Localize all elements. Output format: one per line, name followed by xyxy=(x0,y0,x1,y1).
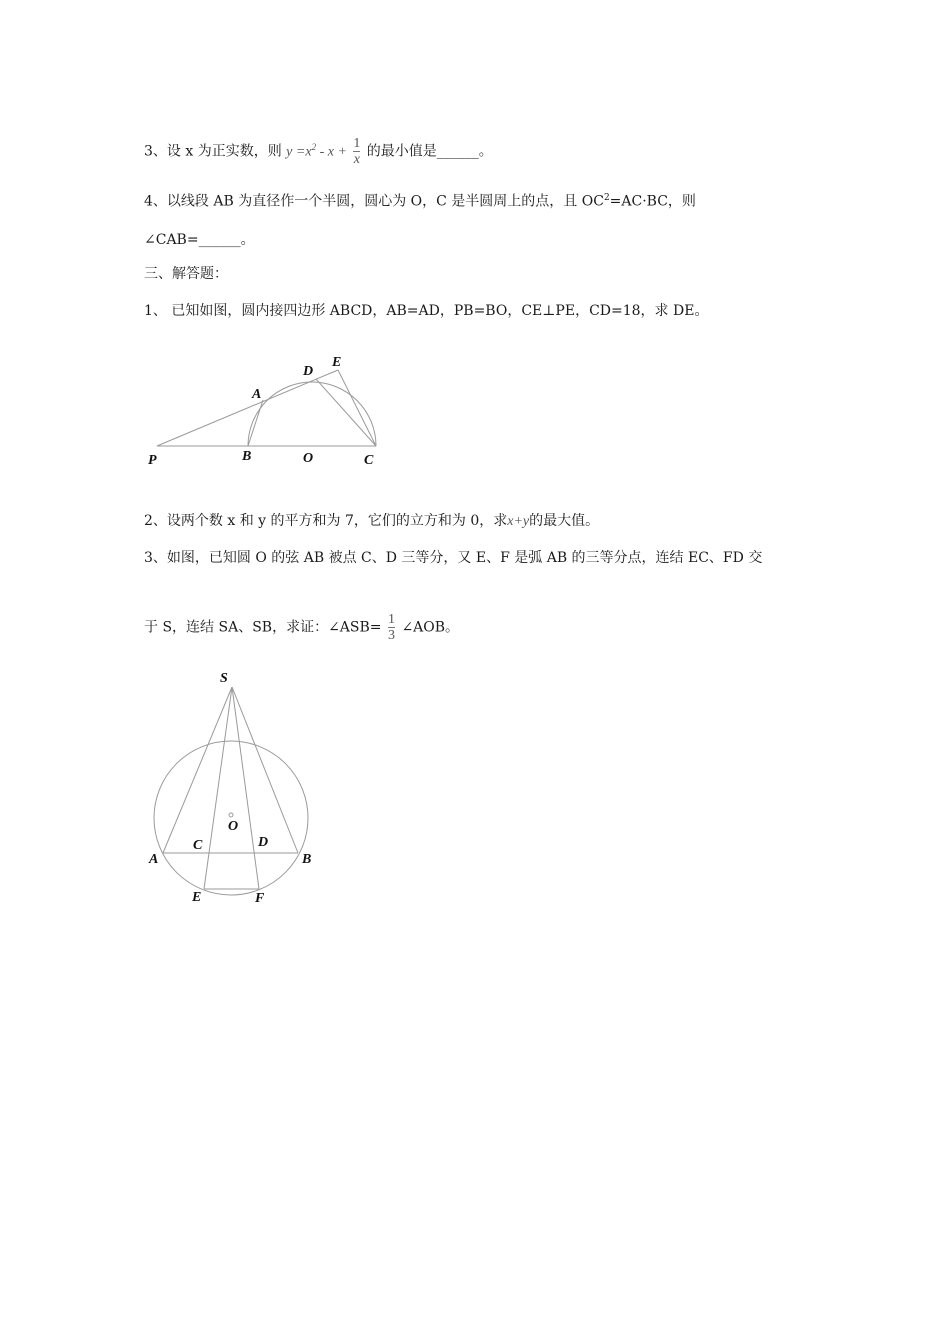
formula-rest: - x + xyxy=(316,144,347,160)
question-text-end: 的最小值是______。 xyxy=(366,143,493,160)
problem-3-line1: 3、如图，已知圆 O 的弦 AB 被点 C、D 三等分，又 E、F 是弧 AB 的三等分点，连结 EC、FD 交 xyxy=(144,550,763,566)
question-3-fill xyxy=(144,136,493,167)
label-D: D xyxy=(303,364,314,379)
label-D: D xyxy=(258,835,269,850)
question-4-fill-line2: ∠CAB=______。 xyxy=(144,232,255,248)
fraction-denominator: x xyxy=(353,152,360,167)
figure-2-diagram xyxy=(0,665,950,915)
line-SA xyxy=(163,687,232,853)
question-number: 3、 xyxy=(144,143,167,160)
center-dot xyxy=(229,813,233,817)
exponent: 2 xyxy=(603,193,610,203)
problem-text-end: ∠AOB。 xyxy=(401,619,460,636)
label-E: E xyxy=(192,890,202,905)
formula-y: y xyxy=(286,144,293,160)
line-EC xyxy=(338,370,376,446)
question-text: 设 x 为正实数，则 xyxy=(166,143,282,160)
question-text-end: =AC·BC，则 xyxy=(609,193,696,210)
line-SF xyxy=(232,687,259,889)
figure-1-diagram xyxy=(0,350,950,470)
label-O: O xyxy=(228,819,239,834)
label-E: E xyxy=(332,355,342,370)
fraction xyxy=(388,612,395,643)
line-SE xyxy=(204,687,232,889)
formula-eq: =x xyxy=(292,144,312,160)
label-B: B xyxy=(242,449,252,464)
expression: x+y xyxy=(507,514,530,529)
formula-exponent: 2 xyxy=(311,141,317,152)
question-text: 4、以线段 AB 为直径作一个半圆，圆心为 O，C 是半圆周上的点，且 OC xyxy=(144,193,604,210)
label-B: B xyxy=(302,852,312,867)
label-P: P xyxy=(148,453,157,468)
semicircle-arc xyxy=(248,382,376,446)
section-title: 三、解答题： xyxy=(144,266,228,282)
label-S: S xyxy=(220,671,228,686)
problem-text: 于 S，连结 SA、SB，求证：∠ASB= xyxy=(144,619,382,636)
fraction xyxy=(353,136,360,167)
question-4-fill-line1 xyxy=(144,188,696,212)
line-PE xyxy=(157,370,338,446)
label-O: O xyxy=(303,451,314,466)
label-C: C xyxy=(193,838,203,853)
line-SB xyxy=(232,687,298,853)
problem-text: 2、设两个数 x 和 y 的平方和为 7，它们的立方和为 0，求 xyxy=(144,513,508,529)
label-F: F xyxy=(255,891,265,906)
fraction-numerator: 1 xyxy=(387,612,395,627)
fraction-numerator: 1 xyxy=(353,136,361,151)
label-C: C xyxy=(364,453,374,468)
problem-text-end: 的最大值。 xyxy=(529,513,600,529)
problem-1-text: 1、 已知如图，圆内接四边形 ABCD，AB=AD，PB=BO，CE⊥PE，CD=18，求 DE。 xyxy=(144,303,709,319)
label-A: A xyxy=(149,852,159,867)
label-A: A xyxy=(252,387,262,402)
fraction-denominator: 3 xyxy=(387,628,395,643)
problem-3-line2 xyxy=(144,612,459,643)
problem-2-text xyxy=(144,511,599,532)
